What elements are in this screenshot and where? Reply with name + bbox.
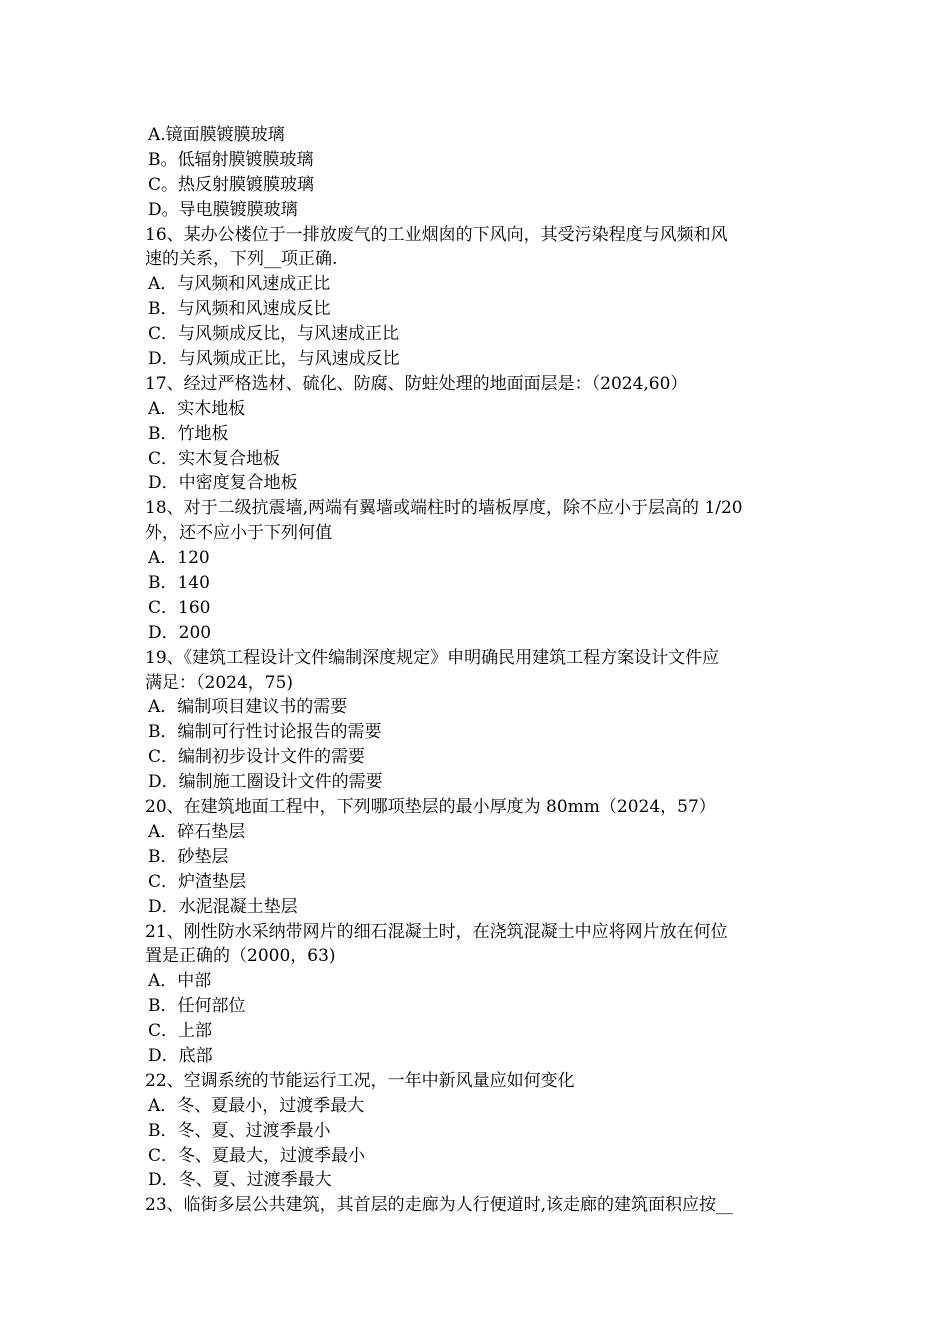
document-body <box>145 123 815 1218</box>
question-line: 满足：（2024，75) <box>145 672 294 693</box>
option-line: C．160 <box>148 597 211 618</box>
option-line: C．编制初步设计文件的需要 <box>148 747 366 768</box>
option-line: C。热反射膜镀膜玻璃 <box>148 174 315 195</box>
option-line: B．砂垫层 <box>148 846 229 867</box>
option-line: A．中部 <box>148 971 212 992</box>
question-line: 19、《建筑工程设计文件编制深度规定》申明确民用建筑工程方案设计文件应 <box>145 647 720 668</box>
option-line: D．与风频成正比，与风速成反比 <box>148 349 400 370</box>
option-line: A.镜面膜镀膜玻璃 <box>148 125 285 145</box>
option-line: B．竹地板 <box>148 423 229 444</box>
question-line: 20、在建筑地面工程中，下列哪项垫层的最小厚度为 80mm（2024，57） <box>145 797 716 818</box>
question-line: 外，还不应小于下列何值 <box>145 523 332 544</box>
option-line: B．任何部位 <box>148 996 246 1017</box>
option-line: B．140 <box>148 573 210 594</box>
option-line: B．与风频和风速成反比 <box>148 299 331 320</box>
question-line: 21、刚性防水采纳带网片的细石混凝土时，在浇筑混凝土中应将网片放在何位 <box>145 921 728 942</box>
option-line: D．200 <box>148 622 212 643</box>
question-line: 17、经过严格选材、硫化、防腐、防蛀处理的地面面层是：（2024,60） <box>145 373 688 394</box>
option-line: C．炉渣垫层 <box>148 871 247 892</box>
option-line: D．底部 <box>148 1045 213 1066</box>
option-line: B．冬、夏、过渡季最小 <box>148 1120 331 1141</box>
question-line: 置是正确的（2000，63) <box>145 946 336 967</box>
option-line: B。低辐射膜镀膜玻璃 <box>148 149 314 170</box>
option-line: A．与风频和风速成正比 <box>148 274 331 295</box>
option-line: D．冬、夏、过渡季最大 <box>148 1170 332 1191</box>
option-line: D．中密度复合地板 <box>148 473 298 494</box>
question-line: 22、空调系统的节能运行工况，一年中新风量应如何变化 <box>145 1070 575 1091</box>
option-line: A．120 <box>148 548 210 569</box>
question-line: 23、临街多层公共建筑，其首层的走廊为人行便道时,该走廊的建筑面积应按__ <box>145 1195 734 1216</box>
option-line: A．冬、夏最小，过渡季最大 <box>148 1095 365 1116</box>
option-line: A．实木地板 <box>148 398 246 419</box>
option-line: A．碎石垫层 <box>148 821 246 842</box>
option-line: B．编制可行性讨论报告的需要 <box>148 722 382 743</box>
option-line: A．编制项目建议书的需要 <box>148 697 348 718</box>
question-line: 16、某办公楼位于一排放废气的工业烟囱的下风向，其受污染程度与风频和风 <box>145 224 728 245</box>
option-line: C．冬、夏最大，过渡季最小 <box>148 1145 366 1166</box>
option-line: C．与风频成反比，与风速成正比 <box>148 324 400 345</box>
option-line: D。导电膜镀膜玻璃 <box>148 199 298 220</box>
option-line: D．编制施工圈设计文件的需要 <box>148 772 383 793</box>
option-line: C．上部 <box>148 1021 213 1042</box>
option-line: D．水泥混凝土垫层 <box>148 896 298 917</box>
question-line: 速的关系，下列__项正确. <box>145 249 338 270</box>
question-line: 18、对于二级抗震墙,两端有翼墙或端柱时的墙板厚度，除不应小于层高的 1/20 <box>145 498 743 519</box>
option-line: C．实木复合地板 <box>148 448 281 469</box>
